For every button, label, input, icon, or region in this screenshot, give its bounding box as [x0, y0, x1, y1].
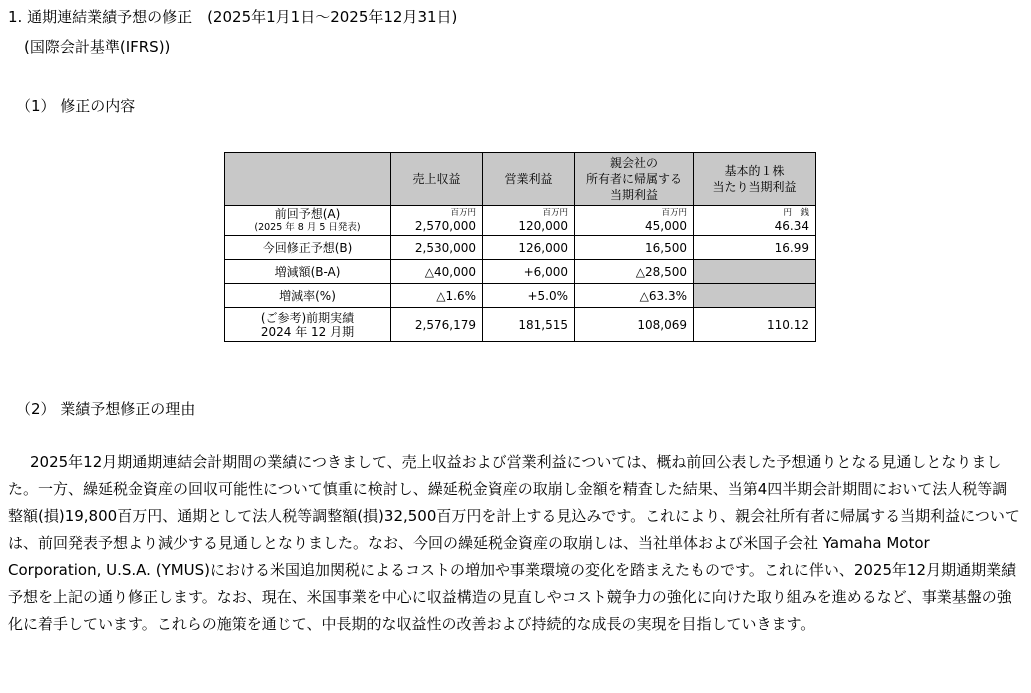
table-cell: 126,000: [483, 236, 575, 260]
table-cell: △1.6%: [391, 284, 483, 308]
header-net-income: 親会社の 所有者に帰属する 当期利益: [575, 153, 694, 206]
table-cell: 2,530,000: [391, 236, 483, 260]
row-label: 今回修正予想(B): [225, 236, 391, 260]
table-cell: 円 銭 46.34: [694, 206, 816, 236]
row-label: 前回予想(A) (2025 年 8 月 5 日発表): [225, 206, 391, 236]
row-label: 増減率(%): [225, 284, 391, 308]
row-label: (ご参考)前期実績 2024 年 12 月期: [225, 308, 391, 342]
table-header-row: [225, 153, 816, 206]
header-operating-income: 営業利益: [483, 153, 575, 206]
forecast-table: [224, 152, 816, 342]
table-cell: 2,576,179: [391, 308, 483, 342]
table-row-previous-forecast: [225, 206, 816, 236]
section-heading-revision-details: （1） 修正の内容: [16, 97, 136, 115]
accounting-standard: (国際会計基準(IFRS)): [24, 38, 171, 56]
table-cell: +6,000: [483, 260, 575, 284]
table-cell: 16.99: [694, 236, 816, 260]
table-cell: 百万円 2,570,000: [391, 206, 483, 236]
table-cell: 110.12: [694, 308, 816, 342]
document-title: 1. 通期連結業績予想の修正 (2025年1月1日～2025年12月31日): [8, 8, 458, 26]
table-cell-empty: [694, 260, 816, 284]
header-revenue: 売上収益: [391, 153, 483, 206]
reason-paragraph: [8, 449, 1020, 638]
table-cell: △40,000: [391, 260, 483, 284]
table-row-prior-year-actual: [225, 308, 816, 342]
table-cell-empty: [694, 284, 816, 308]
table-row-revised-forecast: [225, 236, 816, 260]
table-row-change-rate: [225, 284, 816, 308]
reason-text: 2025年12月期通期連結会計期間の業績につきまして、売上収益および営業利益については、概ね前回公表した予想通りとなる見通しとなりました。一方、繰延税金資産の回収可能性について慎重に検討し、繰延税金資産の取崩し金額を精査した結果、当第4四半期会計期間において法人税等調整額(損)19,800百万円、通期として法人税等調整額(損)32,500百万円を計上する見込みです。これにより、親会社所有者に帰属する当期利益については、前回発表予想より減少する見通しとなりました。なお、今回の繰延税金資産の取崩しは、当社単体および米国子会社 Yamaha Motor Corporation, U.S.A. (YMUS)における米国追加関税によるコストの増加や事業環境の変化を踏まえたものです。これに伴い、2025年12月期通期業績予想を上記の通り修正します。なお、現在、米国事業を中心に収益構造の見直しやコスト競争力の強化に向けた取り組みを進めるなど、事業基盤の強化に着手しています。これらの施策を通じて、中長期的な収益性の改善および持続的な成長の実現を目指していきます。: [8, 453, 1020, 633]
header-eps: 基本的１株 当たり当期利益: [694, 153, 816, 206]
table-row-change-amount: [225, 260, 816, 284]
header-corner-cell: [225, 153, 391, 206]
table-cell: 108,069: [575, 308, 694, 342]
table-cell: 16,500: [575, 236, 694, 260]
table-cell: 181,515: [483, 308, 575, 342]
table-cell: △63.3%: [575, 284, 694, 308]
table-cell: △28,500: [575, 260, 694, 284]
section-heading-revision-reason: （2） 業績予想修正の理由: [16, 400, 196, 418]
table-cell: +5.0%: [483, 284, 575, 308]
table-cell: 百万円 45,000: [575, 206, 694, 236]
row-label: 増減額(B-A): [225, 260, 391, 284]
table-cell: 百万円 120,000: [483, 206, 575, 236]
